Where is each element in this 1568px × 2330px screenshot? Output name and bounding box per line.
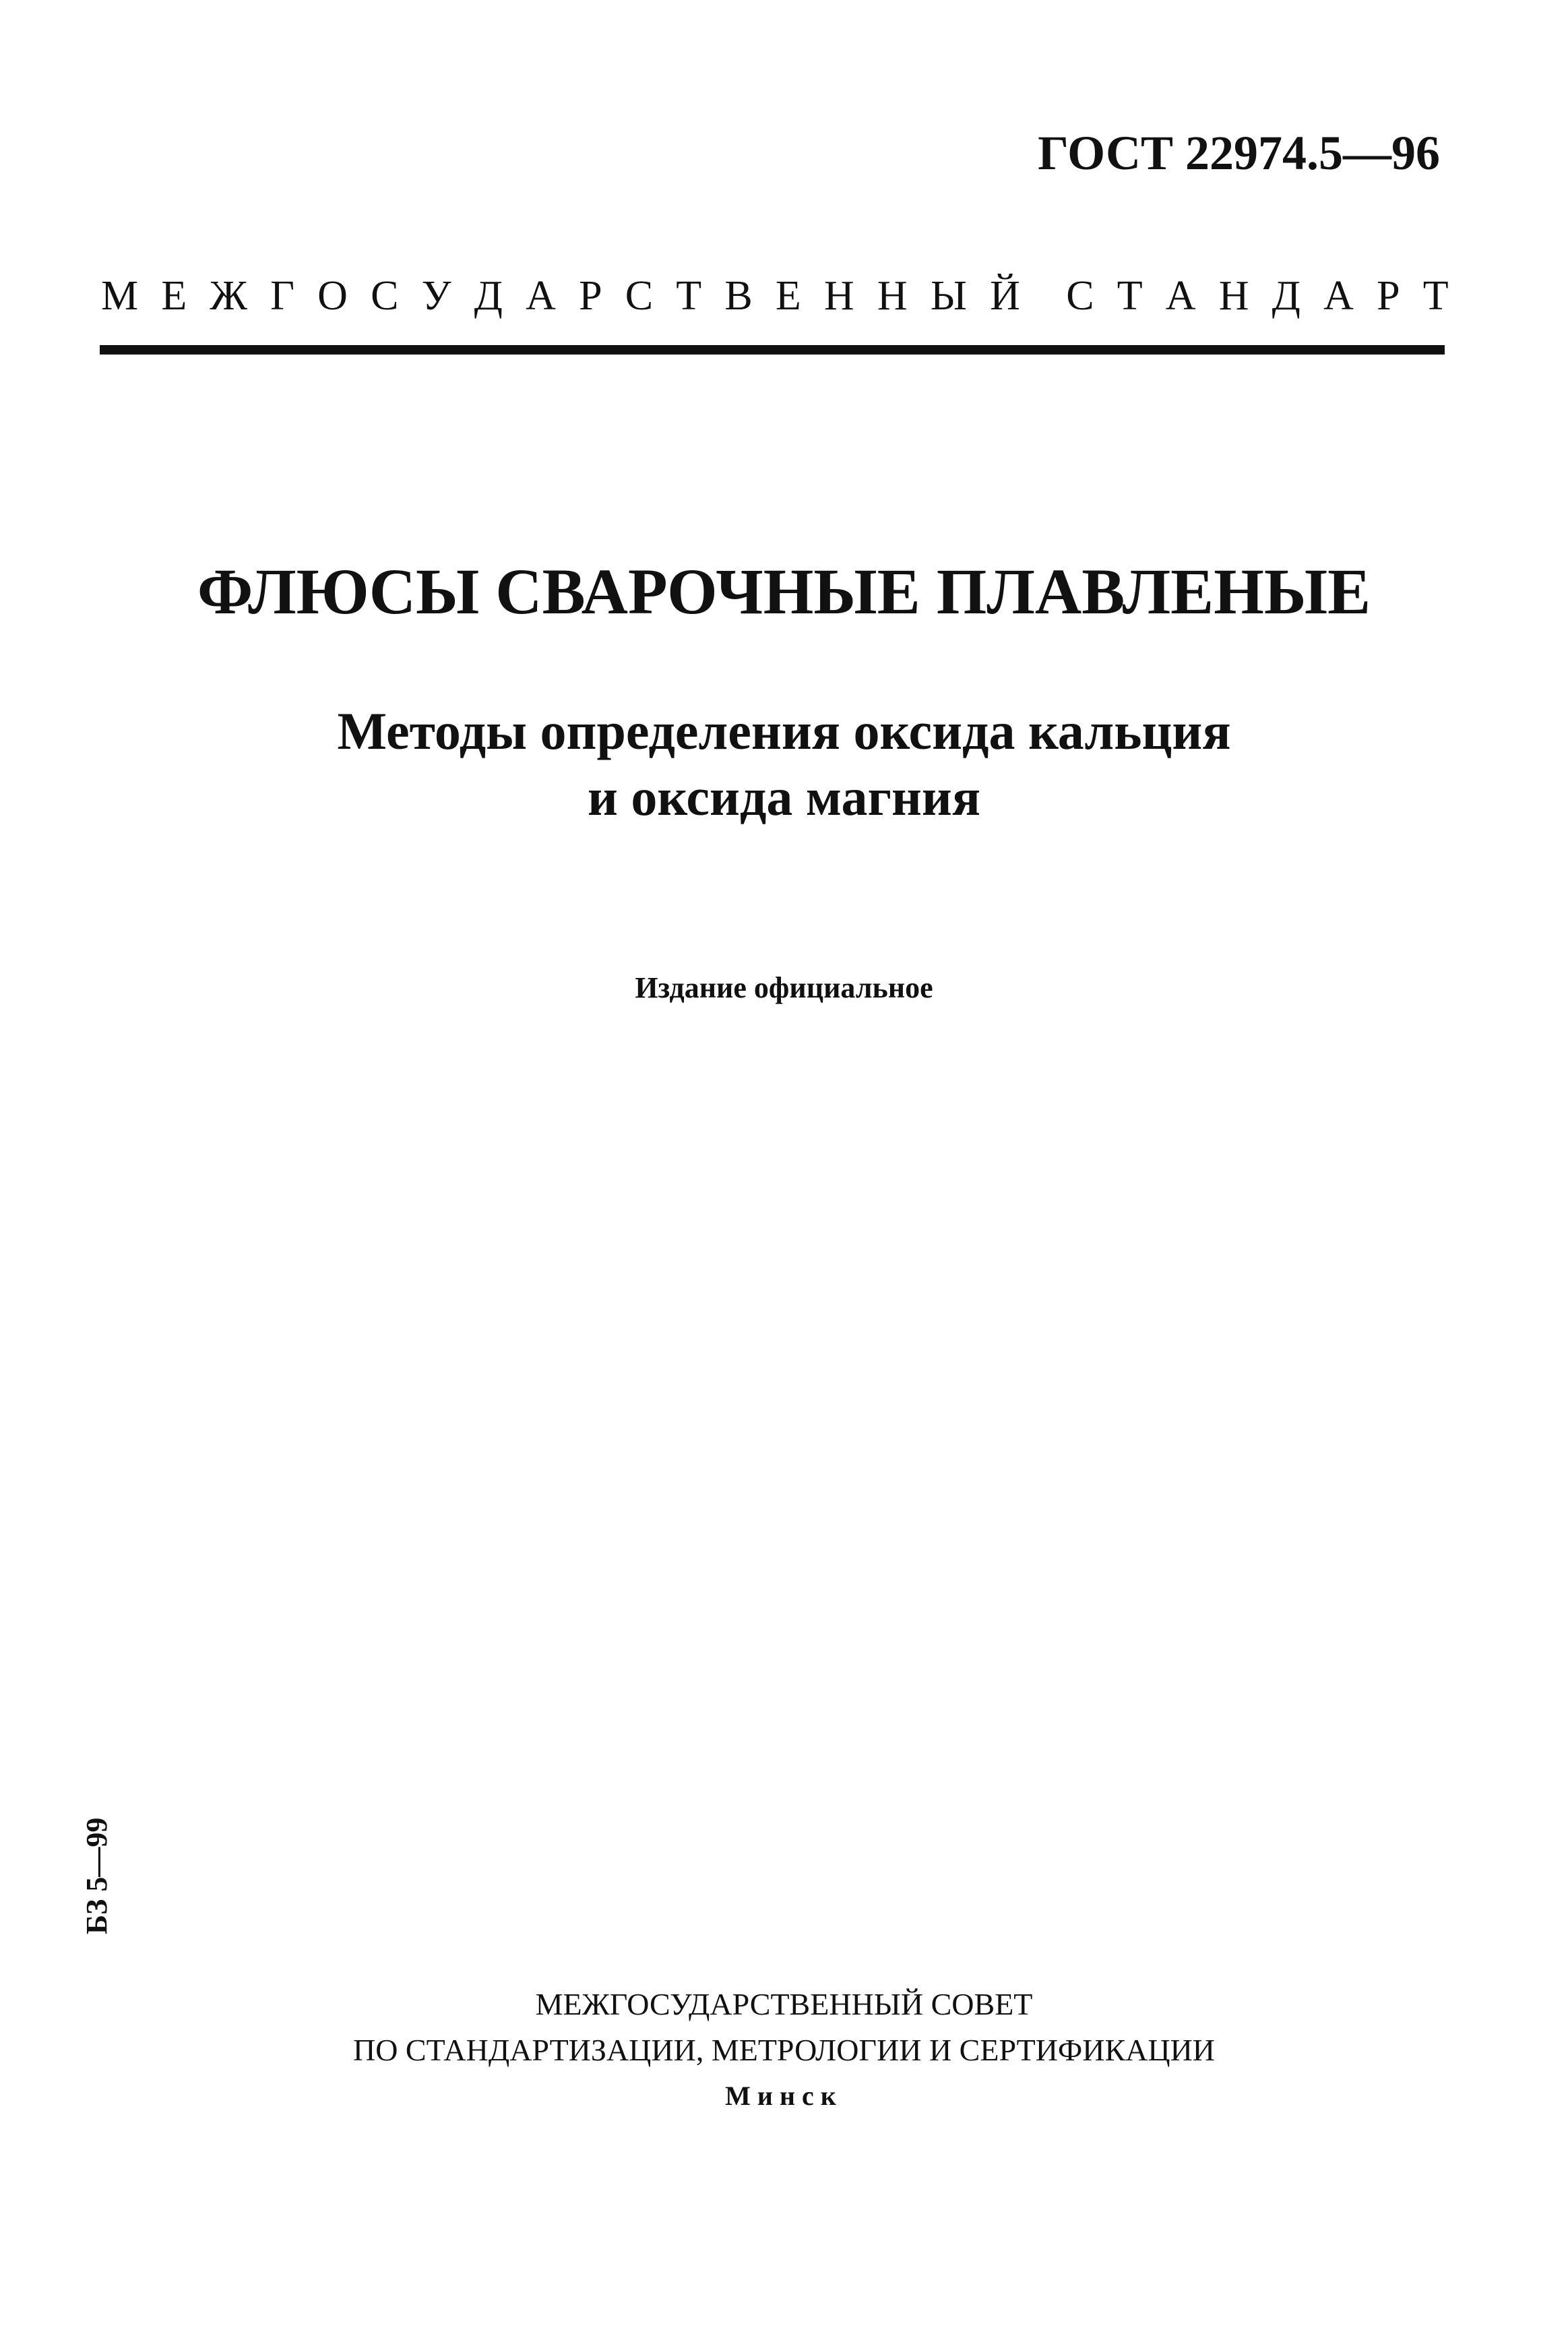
standard-type-letter: Т (676, 273, 702, 319)
document-number: ГОСТ 22974.5—96 (1038, 126, 1440, 180)
standard-type-letter: Н (877, 273, 908, 319)
standard-type-letter: О (317, 273, 348, 319)
standard-type-letter: Ы (930, 273, 967, 319)
standard-type-letter: Ж (210, 273, 247, 319)
standard-type-letter: А (1323, 273, 1354, 319)
standard-type-letter: Д (474, 273, 503, 319)
standard-type-letter: Г (270, 273, 294, 319)
standard-type-letter: Н (1218, 273, 1249, 319)
publisher-line: ПО СТАНДАРТИЗАЦИИ, МЕТРОЛОГИИ И СЕРТИФИКАЦИИ (352, 2033, 1216, 2067)
standard-type-letter: Т (1422, 273, 1449, 319)
standard-type-letter: С (371, 273, 399, 319)
standard-type-letter: В (724, 273, 753, 319)
standard-type-letter: С (1066, 273, 1094, 319)
document-subtitle (0, 698, 1568, 830)
subtitle-line: и оксида магния (587, 768, 981, 826)
standard-type-letter: Е (161, 273, 187, 319)
document-title: ФЛЮСЫ СВАРОЧНЫЕ ПЛАВЛЕНЫЕ (197, 555, 1371, 627)
standard-type-letter: А (526, 273, 556, 319)
header-divider (100, 345, 1445, 355)
standard-type-letter: Р (1377, 273, 1400, 319)
subtitle-line: Методы определения оксида кальция (337, 702, 1231, 760)
standard-type-letter: С (625, 273, 654, 319)
standard-type-letter: Е (775, 273, 801, 319)
standard-type-letter: У (421, 273, 451, 319)
standard-type-heading (101, 272, 1449, 320)
standard-type-letter: М (101, 273, 139, 319)
edition-label: Издание официальное (635, 971, 933, 1004)
standard-type-letter: Н (823, 273, 854, 319)
standard-type-letter: Д (1272, 273, 1300, 319)
publisher-line: МЕЖГОСУДАРСТВЕННЫЙ СОВЕТ (535, 1987, 1033, 2021)
standard-type-letter: А (1165, 273, 1196, 319)
publisher-city: Минск (725, 2081, 843, 2111)
bz-code: БЗ 5—99 (80, 1817, 113, 1934)
standard-type-letter: Р (579, 273, 602, 319)
publisher-block (0, 1982, 1568, 2119)
standard-type-letter: Т (1117, 273, 1143, 319)
standard-type-letter: Й (990, 273, 1020, 319)
